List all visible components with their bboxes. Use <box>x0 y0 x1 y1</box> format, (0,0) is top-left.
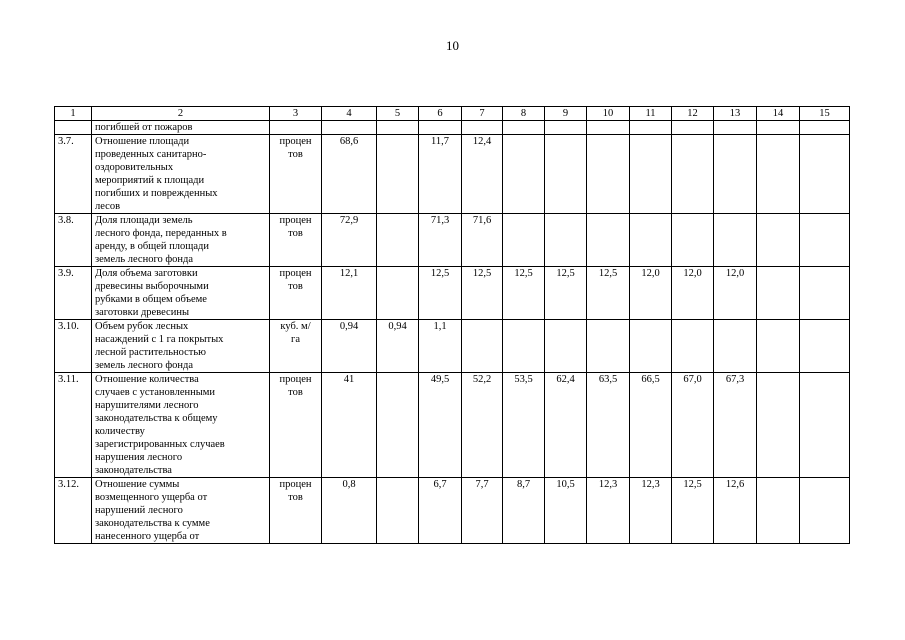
value-cell-text: 72,9 <box>339 215 359 226</box>
value-cell <box>630 373 672 478</box>
value-cell <box>322 320 377 373</box>
row-number-cell <box>55 478 92 544</box>
table-row <box>55 267 850 320</box>
value-cell <box>503 214 545 267</box>
value-cell <box>630 214 672 267</box>
value-cell <box>800 214 850 267</box>
value-cell-text: 12,5 <box>472 268 492 279</box>
row-number-cell <box>55 121 92 135</box>
row-number-cell <box>55 373 92 478</box>
value-cell <box>672 320 714 373</box>
value-cell <box>587 478 630 544</box>
value-cell-text: 63,5 <box>598 374 618 385</box>
column-header-text: 1 <box>70 108 76 119</box>
column-header <box>587 107 630 121</box>
value-cell <box>672 214 714 267</box>
value-cell-text: 11,7 <box>431 136 449 147</box>
value-cell-text: 49,5 <box>430 374 450 385</box>
value-cell <box>800 135 850 214</box>
unit-cell <box>270 214 322 267</box>
indicator-name-cell <box>92 135 270 214</box>
indicator-name-cell <box>92 373 270 478</box>
value-cell <box>630 135 672 214</box>
value-cell <box>630 121 672 135</box>
value-cell <box>322 214 377 267</box>
unit-cell-text: процен <box>279 374 312 385</box>
row-number-cell <box>55 320 92 373</box>
indicator-name-cell-text: нанесенного ущерба от <box>95 531 200 542</box>
indicator-name-cell <box>92 478 270 544</box>
unit-cell-text: тов <box>288 281 303 292</box>
value-cell-text: 12,6 <box>725 479 745 490</box>
unit-cell <box>270 267 322 320</box>
indicator-name-cell-text: погибшей от пожаров <box>95 122 193 133</box>
indicator-name-cell-text: насаждений с 1 га покрытых <box>95 334 224 345</box>
indicator-name-cell <box>92 214 270 267</box>
indicator-name-cell <box>92 267 270 320</box>
value-cell <box>757 373 800 478</box>
value-cell <box>322 121 377 135</box>
value-cell-text: 67,3 <box>725 374 745 385</box>
value-cell-text: 71,6 <box>472 215 492 226</box>
value-cell-text: 1,1 <box>433 321 447 332</box>
value-cell-text: 8,7 <box>516 479 531 490</box>
value-cell-text: 0,94 <box>388 321 407 332</box>
value-cell <box>377 320 419 373</box>
table-row <box>55 478 850 544</box>
value-cell-text: 0,94 <box>339 321 359 332</box>
value-cell <box>800 478 850 544</box>
unit-cell <box>270 135 322 214</box>
value-cell-text: 12,1 <box>339 268 359 279</box>
column-header <box>270 107 322 121</box>
value-cell <box>419 214 462 267</box>
row-number-cell <box>55 135 92 214</box>
indicator-name-cell-text: нарушения лесного <box>95 452 183 463</box>
value-cell-text: 12,5 <box>514 268 533 279</box>
value-cell <box>800 121 850 135</box>
value-cell <box>714 320 757 373</box>
value-cell-text: 12,0 <box>683 268 702 279</box>
unit-cell-text: процен <box>279 268 312 279</box>
table-row <box>55 214 850 267</box>
unit-cell-text: процен <box>279 215 312 226</box>
value-cell <box>545 373 587 478</box>
value-cell <box>462 267 503 320</box>
column-header-text: 4 <box>346 108 352 119</box>
value-cell-text: 52,2 <box>472 374 492 385</box>
value-cell-text: 12,5 <box>598 268 618 279</box>
indicator-name-cell-text: лесов <box>95 201 121 212</box>
value-cell <box>757 214 800 267</box>
value-cell <box>587 214 630 267</box>
value-cell <box>672 373 714 478</box>
column-header-text: 13 <box>729 108 741 119</box>
value-cell <box>587 267 630 320</box>
indicator-name-cell-text: законодательства к сумме <box>95 518 210 529</box>
value-cell <box>419 121 462 135</box>
column-header-text: 2 <box>177 108 184 119</box>
value-cell <box>419 267 462 320</box>
row-number-cell <box>55 214 92 267</box>
indicator-name-cell-text: Отношение площади <box>95 136 190 147</box>
value-cell-text: 41 <box>343 374 355 385</box>
value-cell-text: 12,3 <box>641 479 660 490</box>
value-cell <box>757 320 800 373</box>
table-header-row <box>55 107 850 121</box>
unit-cell <box>270 373 322 478</box>
indicator-name-cell-text: Объем рубок лесных <box>95 321 189 332</box>
indicator-name-cell-text: Доля объема заготовки <box>95 268 198 279</box>
indicator-name-cell-text: рубками в общем объеме <box>95 294 207 305</box>
indicator-name-cell-text: оздоровительных <box>95 162 174 173</box>
value-cell <box>714 373 757 478</box>
value-cell <box>377 267 419 320</box>
value-cell-text: 71,3 <box>430 215 450 226</box>
value-cell-text: 67,0 <box>683 374 702 385</box>
indicator-name-cell-text: земель лесного фонда <box>95 254 194 265</box>
unit-cell-text: тов <box>288 228 303 239</box>
value-cell-text: 68,6 <box>339 136 359 147</box>
indicator-name-cell-text: лесного фонда, переданных в <box>95 228 227 239</box>
column-header-text: 15 <box>819 108 830 119</box>
column-header <box>322 107 377 121</box>
value-cell <box>545 214 587 267</box>
indicator-name-cell-text: проведенных санитарно- <box>95 149 207 160</box>
value-cell <box>757 478 800 544</box>
column-header-text: 14 <box>772 108 784 119</box>
column-header <box>545 107 587 121</box>
value-cell-text: 6,7 <box>433 479 447 490</box>
table-row <box>55 320 850 373</box>
column-header <box>462 107 503 121</box>
value-cell <box>377 121 419 135</box>
value-cell <box>800 267 850 320</box>
unit-cell <box>270 121 322 135</box>
column-header-text: 7 <box>479 108 485 119</box>
value-cell-text: 12,3 <box>598 479 618 490</box>
value-cell <box>503 373 545 478</box>
indicator-name-cell <box>92 320 270 373</box>
value-cell <box>462 121 503 135</box>
value-cell <box>630 478 672 544</box>
row-number-cell-text: 3.12. <box>58 479 79 490</box>
value-cell <box>545 267 587 320</box>
indicator-name-cell-text: заготовки древесины <box>95 307 189 318</box>
table-row <box>55 373 850 478</box>
row-number-cell-text: 3.7. <box>58 136 74 147</box>
value-cell <box>462 135 503 214</box>
value-cell-text: 12,0 <box>641 268 660 279</box>
column-header <box>757 107 800 121</box>
indicator-name-cell-text: Доля площади земель <box>95 215 193 226</box>
indicator-name-cell-text: лесной растительностью <box>95 347 207 358</box>
value-cell <box>419 320 462 373</box>
unit-cell <box>270 320 322 373</box>
unit-cell-text: тов <box>288 387 303 398</box>
column-header <box>55 107 92 121</box>
indicator-name-cell-text: мероприятий к площади <box>95 175 205 186</box>
value-cell-text: 12,4 <box>472 136 492 147</box>
column-header <box>503 107 545 121</box>
value-cell <box>672 121 714 135</box>
unit-cell-text: тов <box>288 149 303 160</box>
column-header-text: 5 <box>394 108 401 119</box>
value-cell-text: 12,5 <box>683 479 702 490</box>
unit-cell-text: процен <box>279 479 312 490</box>
value-cell <box>672 135 714 214</box>
column-header-text: 8 <box>520 108 527 119</box>
indicator-name-cell-text: зарегистрированных случаев <box>95 439 225 450</box>
column-header <box>92 107 270 121</box>
row-number-cell-text: 3.9. <box>58 268 74 279</box>
value-cell <box>545 121 587 135</box>
column-header <box>419 107 462 121</box>
value-cell-text: 62,4 <box>556 374 575 385</box>
column-header <box>714 107 757 121</box>
indicator-name-cell-text: случаев с установленными <box>95 387 216 398</box>
column-header <box>377 107 419 121</box>
row-number-cell-text: 3.8. <box>58 215 74 226</box>
column-header-text: 3 <box>292 108 299 119</box>
unit-cell-text: тов <box>288 492 303 503</box>
value-cell <box>322 478 377 544</box>
indicator-name-cell-text: нарушений лесного <box>95 505 183 516</box>
column-header <box>800 107 850 121</box>
value-cell <box>377 135 419 214</box>
indicator-name-cell <box>92 121 270 135</box>
column-header-text: 10 <box>602 108 614 119</box>
value-cell <box>587 373 630 478</box>
value-cell <box>419 135 462 214</box>
value-cell-text: 53,5 <box>514 374 533 385</box>
value-cell <box>545 478 587 544</box>
value-cell-text: 7,7 <box>475 479 489 490</box>
value-cell <box>757 121 800 135</box>
indicator-name-cell-text: нарушителями лесного <box>95 400 199 411</box>
indicator-name-cell-text: возмещенного ущерба от <box>95 492 208 503</box>
value-cell <box>714 478 757 544</box>
value-cell <box>757 267 800 320</box>
column-header-text: 12 <box>687 108 698 119</box>
value-cell-text: 12,5 <box>430 268 450 279</box>
value-cell <box>322 267 377 320</box>
value-cell <box>503 267 545 320</box>
value-cell <box>672 267 714 320</box>
value-cell <box>419 373 462 478</box>
value-cell <box>672 478 714 544</box>
indicator-name-cell-text: земель лесного фонда <box>95 360 194 371</box>
indicator-name-cell-text: аренду, в общей площади <box>95 241 209 252</box>
indicator-name-cell-text: Отношение количества <box>95 374 199 385</box>
value-cell <box>714 135 757 214</box>
table-row <box>55 121 850 135</box>
value-cell <box>587 320 630 373</box>
value-cell <box>462 373 503 478</box>
indicators-table <box>54 106 850 544</box>
value-cell <box>545 135 587 214</box>
value-cell-text: 12,5 <box>556 268 575 279</box>
indicator-name-cell-text: законодательства к общему <box>95 413 218 424</box>
unit-cell-text: куб. м/ <box>280 321 311 332</box>
value-cell <box>462 478 503 544</box>
value-cell <box>377 373 419 478</box>
column-header-text: 6 <box>437 108 443 119</box>
indicator-name-cell-text: Отношение суммы <box>95 479 180 490</box>
value-cell <box>587 121 630 135</box>
value-cell <box>462 320 503 373</box>
value-cell <box>503 320 545 373</box>
column-header <box>672 107 714 121</box>
row-number-cell-text: 3.11. <box>58 374 79 385</box>
value-cell <box>322 135 377 214</box>
indicator-name-cell-text: древесины выборочными <box>95 281 209 292</box>
value-cell <box>714 214 757 267</box>
value-cell <box>757 135 800 214</box>
value-cell <box>377 478 419 544</box>
column-header <box>630 107 672 121</box>
value-cell <box>630 320 672 373</box>
value-cell-text: 10,5 <box>556 479 575 490</box>
value-cell <box>630 267 672 320</box>
indicator-name-cell-text: законодательства <box>95 465 172 476</box>
value-cell-text: 12,0 <box>725 268 745 279</box>
indicator-name-cell-text: погибших и поврежденных <box>95 188 218 199</box>
value-cell <box>419 478 462 544</box>
value-cell <box>800 373 850 478</box>
unit-cell <box>270 478 322 544</box>
row-number-cell <box>55 267 92 320</box>
value-cell <box>503 478 545 544</box>
indicator-name-cell-text: количеству <box>95 426 145 437</box>
value-cell <box>322 373 377 478</box>
value-cell <box>503 121 545 135</box>
value-cell-text: 0,8 <box>342 479 356 490</box>
value-cell <box>587 135 630 214</box>
value-cell-text: 66,5 <box>641 374 660 385</box>
value-cell <box>800 320 850 373</box>
value-cell <box>462 214 503 267</box>
value-cell <box>714 121 757 135</box>
unit-cell-text: процен <box>279 136 312 147</box>
column-header-text: 9 <box>562 108 569 119</box>
value-cell <box>545 320 587 373</box>
value-cell <box>714 267 757 320</box>
column-header-text: 11 <box>645 108 656 119</box>
table-row <box>55 135 850 214</box>
value-cell <box>377 214 419 267</box>
unit-cell-text: га <box>291 334 300 345</box>
page-number: 10 <box>446 38 459 53</box>
value-cell <box>503 135 545 214</box>
row-number-cell-text: 3.10. <box>58 321 79 332</box>
